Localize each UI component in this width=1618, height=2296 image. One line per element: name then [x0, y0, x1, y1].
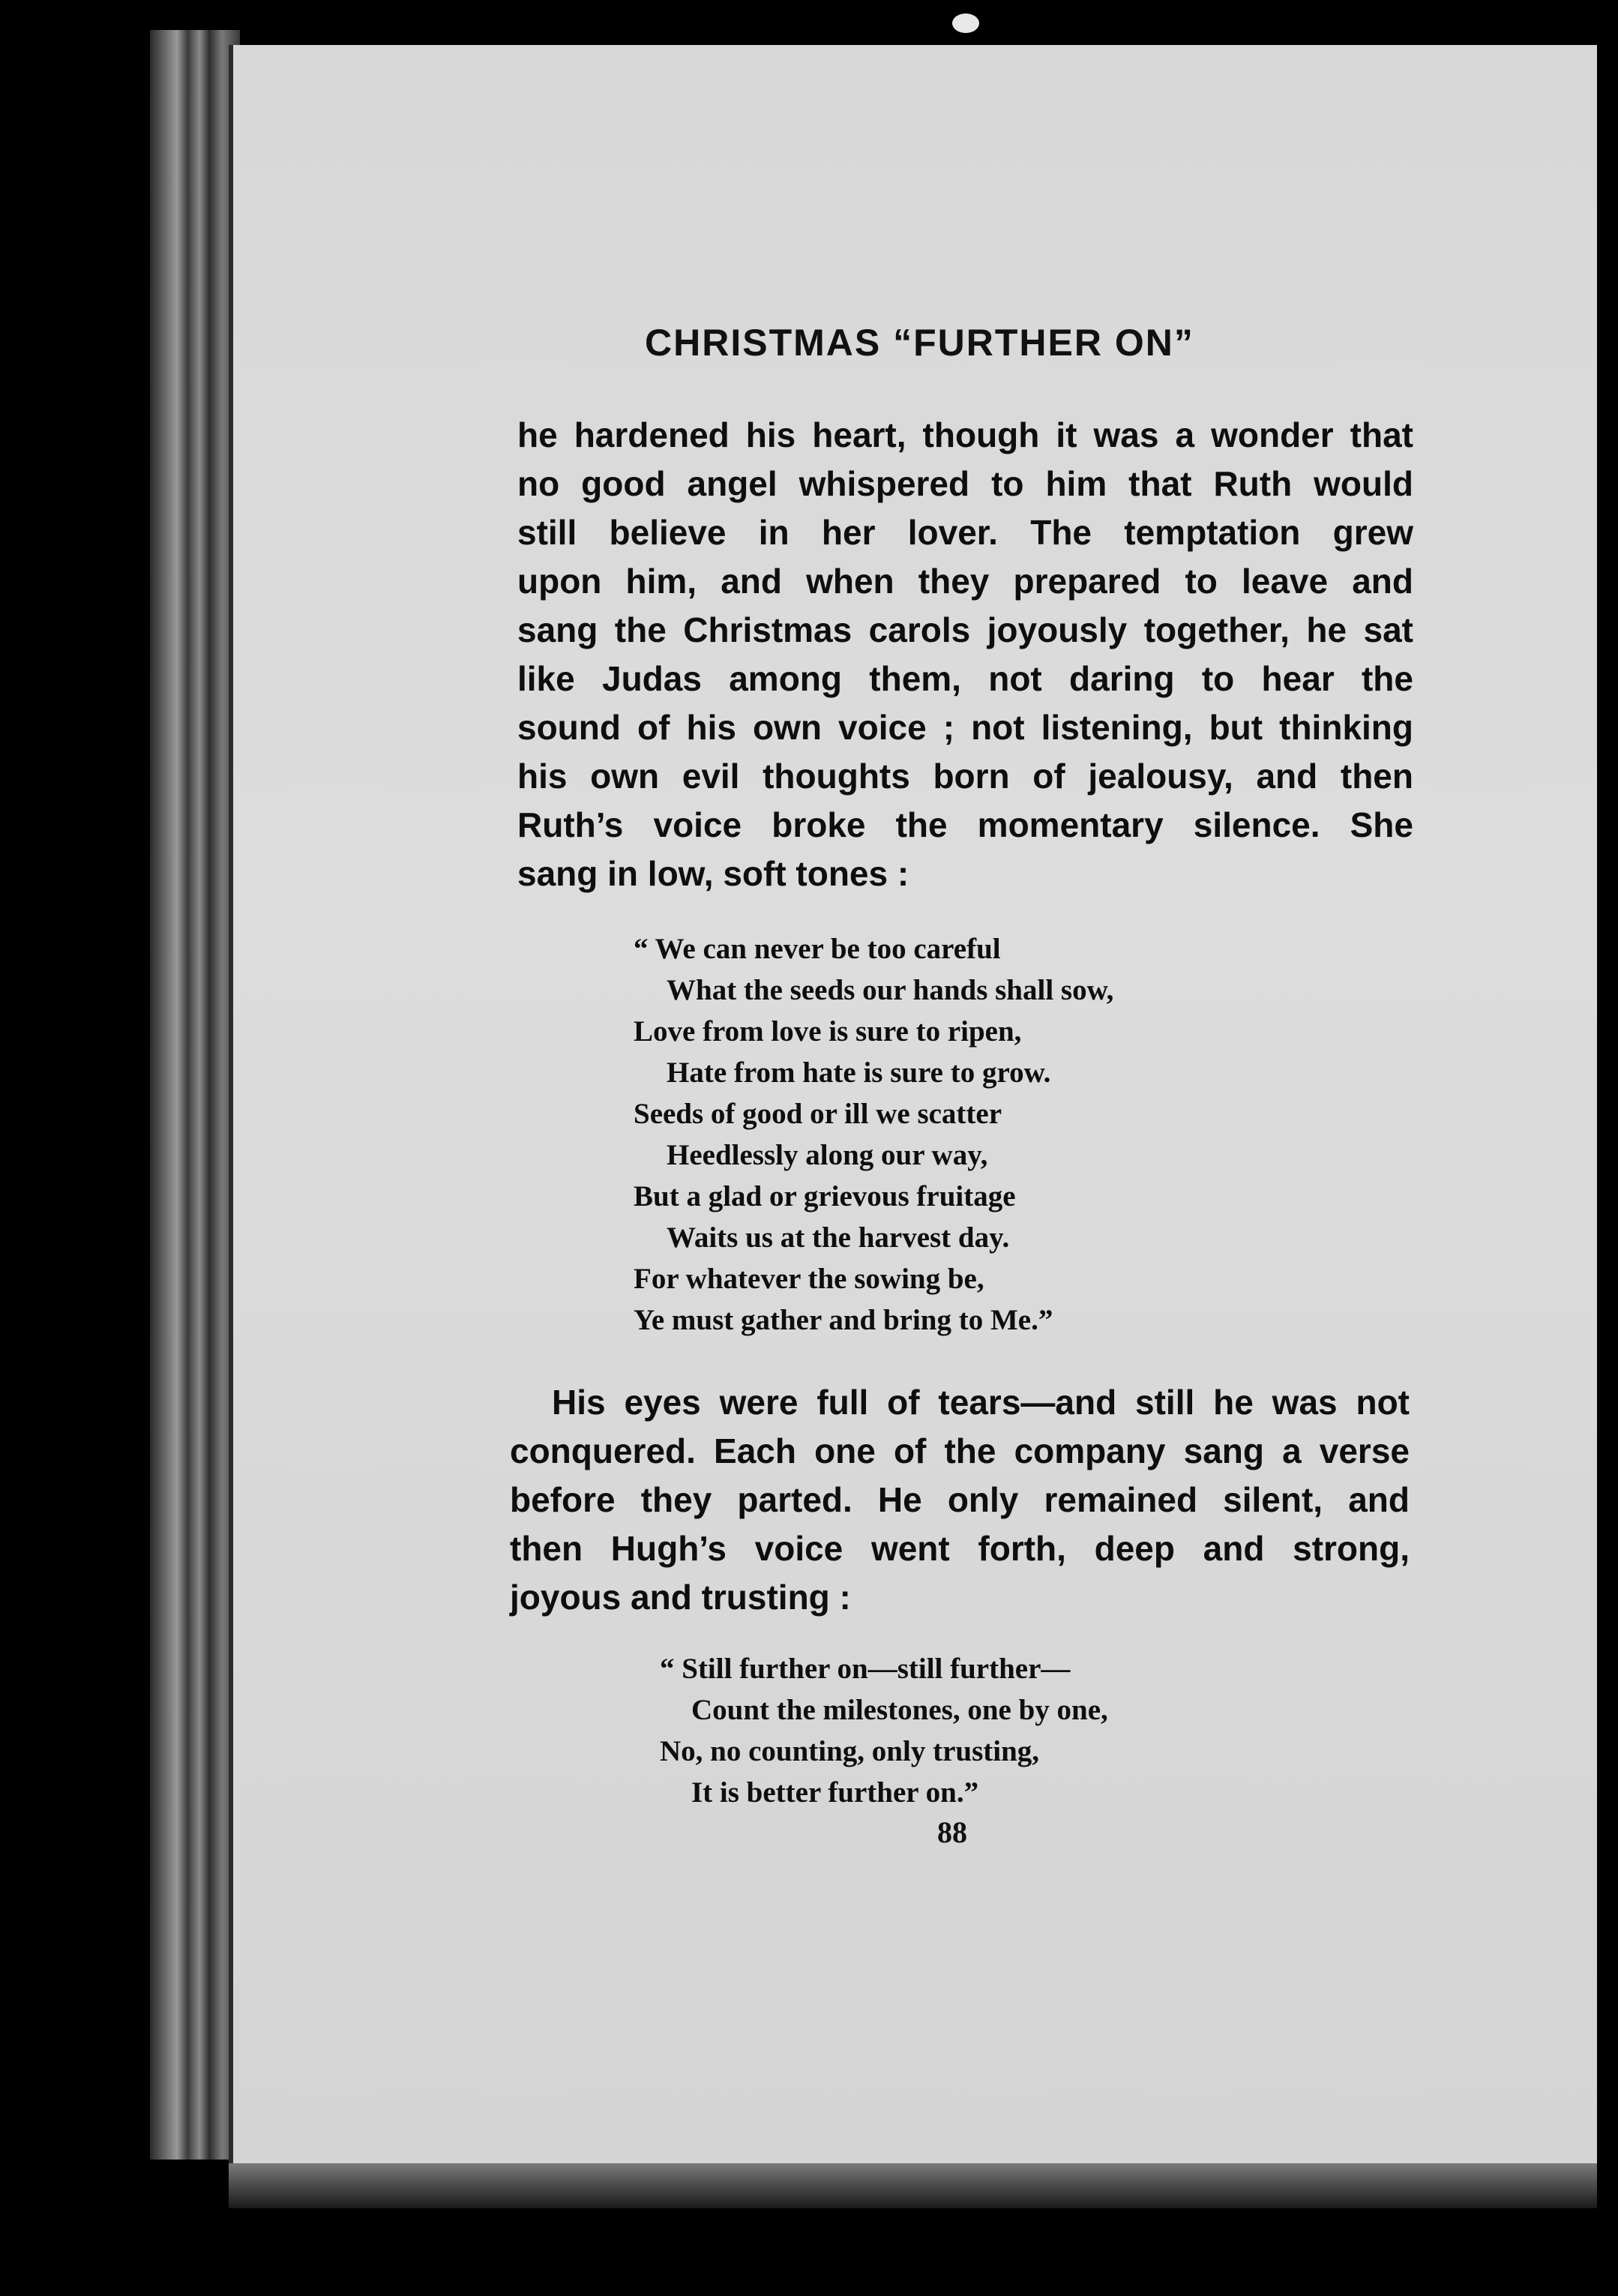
- paragraph-line: before they parted. He only remained silent, and: [510, 1480, 1410, 1519]
- running-head: CHRISTMAS “FURTHER ON”: [645, 322, 1194, 364]
- top-speck: [952, 13, 979, 33]
- paragraph-line: conquered. Each one of the company sang a verse: [510, 1431, 1410, 1470]
- verse-line: “ Still further on—still further—: [660, 1653, 1071, 1685]
- verse-line: What the seeds our hands shall sow,: [667, 974, 1114, 1006]
- verse-line: But a glad or grievous fruitage: [634, 1180, 1016, 1212]
- book-spine-edge: [150, 30, 240, 2160]
- verse-line: Ye must gather and bring to Me.”: [634, 1304, 1053, 1336]
- verse-line: Heedlessly along our way,: [667, 1139, 988, 1171]
- paragraph-line: upon him, and when they prepared to leave and: [517, 562, 1413, 601]
- verse-line: Count the milestones, one by one,: [691, 1694, 1108, 1726]
- verse-line: Waits us at the harvest day.: [667, 1221, 1010, 1254]
- paragraph-line: sang in low, soft tones :: [517, 854, 909, 893]
- verse-line: For whatever the sowing be,: [634, 1263, 984, 1295]
- verse-line: “ We can never be too careful: [634, 933, 1001, 965]
- paragraph-line: then Hugh’s voice went forth, deep and strong,: [510, 1529, 1410, 1568]
- verse-1: [634, 928, 1113, 1341]
- verse-line: It is better further on.”: [691, 1776, 979, 1809]
- page-bottom-shadow: [229, 2163, 1597, 2208]
- paragraph-line: His eyes were full of tears—and still he was not: [552, 1383, 1410, 1422]
- paragraph-line: no good angel whispered to him that Ruth would: [517, 464, 1413, 503]
- paragraph-line: joyous and trusting :: [510, 1578, 851, 1617]
- paragraph-line: his own evil thoughts born of jealousy, and then: [517, 757, 1413, 796]
- paragraph-line: Ruth’s voice broke the momentary silence. She: [517, 805, 1413, 844]
- verse-line: Love from love is sure to ripen,: [634, 1015, 1022, 1048]
- verse-2: [660, 1648, 1108, 1813]
- verse-line: Hate from hate is sure to grow.: [667, 1057, 1051, 1089]
- paragraph-line: like Judas among them, not daring to hear the: [517, 659, 1413, 698]
- verse-line: No, no counting, only trusting,: [660, 1735, 1040, 1767]
- paragraph-1: [517, 411, 1413, 898]
- page-number: 88: [937, 1815, 967, 1849]
- paragraph-2: [510, 1378, 1410, 1622]
- paragraph-line: sound of his own voice ; not listening, but thinking: [517, 708, 1413, 747]
- paragraph-line: still believe in her lover. The temptation grew: [517, 513, 1413, 552]
- paragraph-line: he hardened his heart, though it was a wonder that: [517, 415, 1413, 454]
- verse-line: Seeds of good or ill we scatter: [634, 1098, 1002, 1130]
- paragraph-line: sang the Christmas carols joyously together, he sat: [517, 610, 1413, 649]
